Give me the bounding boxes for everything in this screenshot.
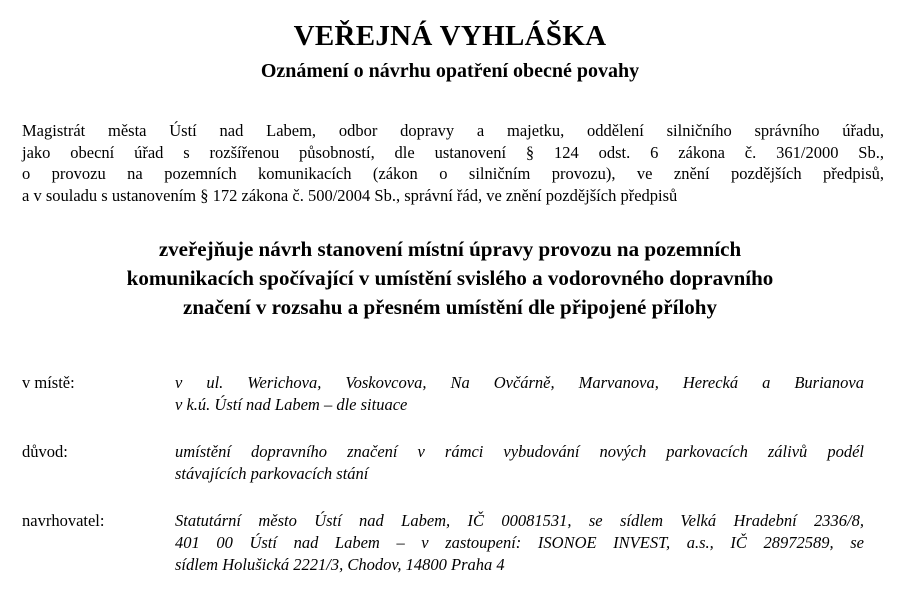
detail-value — [175, 372, 864, 416]
detail-value-line: Statutární město Ústí nad Labem, IČ 00081531, se sídlem Velká Hradební 2336/8, — [175, 511, 864, 530]
detail-value — [175, 441, 864, 485]
detail-value-line: sídlem Holušická 2221/3, Chodov, 14800 Praha 4 — [175, 555, 505, 574]
detail-value-line: umístění dopravního značení v rámci vybudování nových parkovacích zálivů podél — [175, 442, 864, 461]
detail-value — [175, 510, 864, 576]
announcement-line: značení v rozsahu a přesném umístění dle připojené přílohy — [183, 295, 717, 319]
announcement-heading — [0, 235, 900, 322]
detail-value-line: stávajících parkovacích stání — [175, 464, 369, 483]
document-subtitle: Oznámení o návrhu opatření obecné povahy — [260, 60, 640, 82]
announcement-line: zveřejňuje návrh stanovení místní úpravy provozu na pozemních — [158, 237, 742, 261]
detail-value-line: v ul. Werichova, Voskovcova, Na Ovčárně, Marvanova, Herecká a Burianova — [175, 373, 864, 392]
detail-value-line: v k.ú. Ústí nad Labem – dle situace — [175, 395, 408, 414]
document-title: VEŘEJNÁ VYHLÁŠKA — [293, 20, 607, 52]
intro-line: o provozu na pozemních komunikacích (zákon o silničním provozu), ve znění pozdějších předpisů, — [22, 164, 884, 183]
detail-label: v místě: — [22, 373, 75, 392]
detail-label: důvod: — [22, 442, 68, 461]
intro-paragraph — [22, 120, 884, 206]
announcement-line: komunikacích spočívající v umístění svislého a vodorovného dopravního — [126, 266, 774, 290]
intro-line: Magistrát města Ústí nad Labem, odbor dopravy a majetku, oddělení silničního správního úřadu, — [22, 121, 884, 140]
detail-value-line: 401 00 Ústí nad Labem – v zastoupení: ISONOE INVEST, a.s., IČ 28972589, se — [175, 533, 864, 552]
intro-line: a v souladu s ustanovením § 172 zákona č. 500/2004 Sb., správní řád, ve znění pozdějších předpisů — [22, 185, 678, 205]
detail-label: navrhovatel: — [22, 511, 105, 530]
intro-line: jako obecní úřad s rozšířenou působností, dle ustanovení § 124 odst. 6 zákona č. 361/2000 Sb., — [22, 142, 884, 162]
